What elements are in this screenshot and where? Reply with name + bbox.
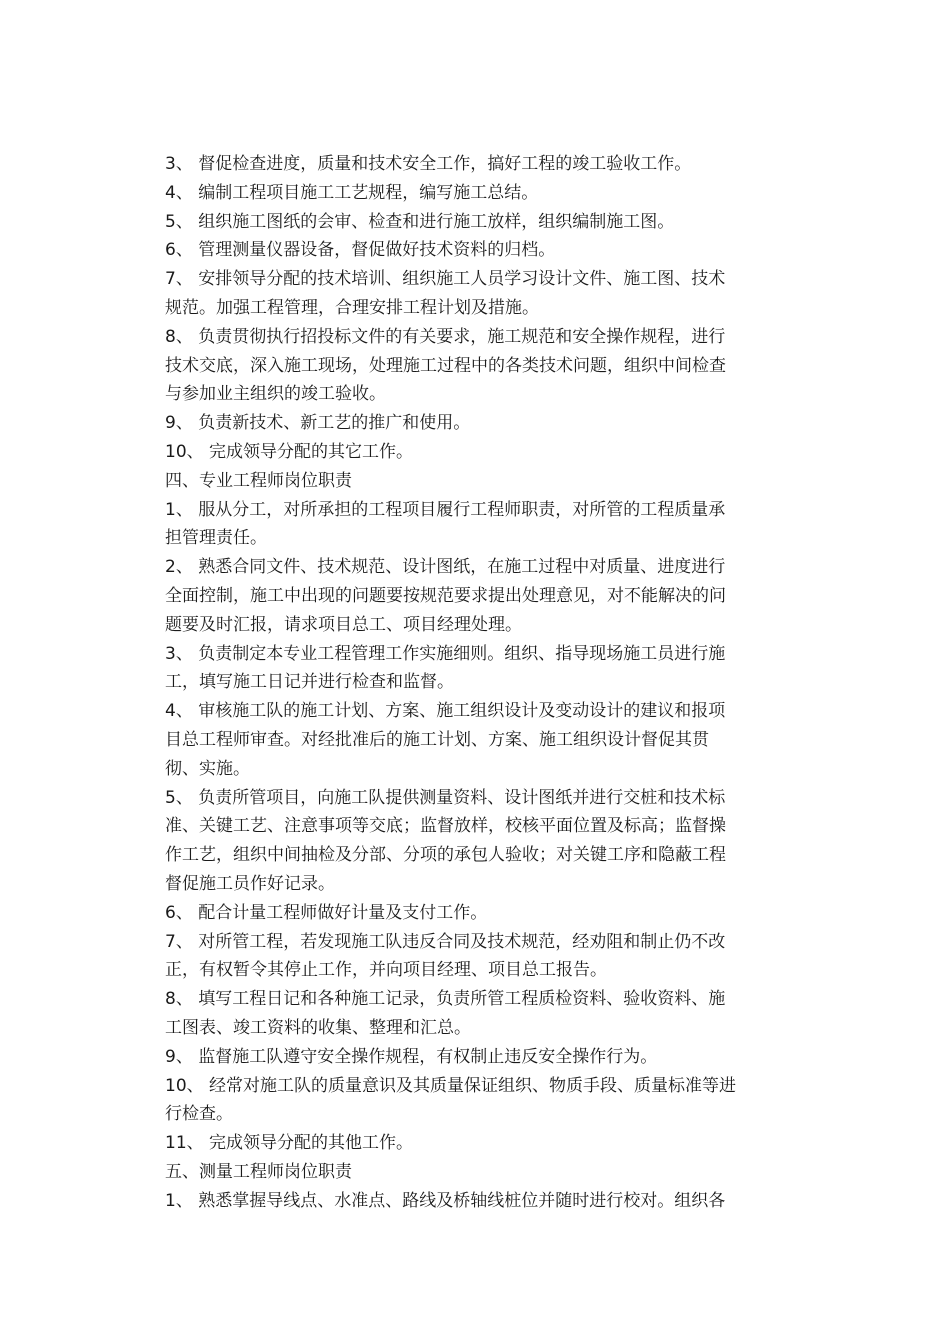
- text-line: 5、 组织施工图纸的会审、检查和进行施工放样，组织编制施工图。: [165, 211, 675, 232]
- text-line: 3、 督促检查进度，质量和技术安全工作，搞好工程的竣工验收工作。: [165, 154, 692, 174]
- section-heading: 四、专业工程师岗位职责: [165, 470, 352, 491]
- text-line: 9、 负责新技术、新工艺的推广和使用。: [165, 413, 471, 434]
- text-line: 2、 熟悉合同文件、技术规范、设计图纸，在施工过程中对质量、进度进行: [165, 557, 726, 578]
- text-line: 5、 负责所管项目，向施工队提供测量资料、设计图纸并进行交桩和技术标: [165, 787, 726, 808]
- text-line: 8、 填写工程日记和各种施工记录，负责所管工程质检资料、验收资料、施: [165, 989, 726, 1010]
- text-line: 担管理责任。: [165, 528, 267, 549]
- text-line: 目总工程师审查。对经批准后的施工计划、方案、施工组织设计督促其贯: [165, 729, 709, 750]
- text-line: 7、 对所管工程，若发现施工队违反合同及技术规范，经劝阻和制止仍不改: [165, 931, 726, 952]
- text-line: 题要及时汇报，请求项目总工、项目经理处理。: [165, 614, 522, 635]
- text-line: 规范。加强工程管理，合理安排工程计划及措施。: [165, 297, 539, 318]
- text-line: 4、 审核施工队的施工计划、方案、施工组织设计及变动设计的建议和报项: [165, 701, 726, 722]
- text-line: 7、 安排领导分配的技术培训、组织施工人员学习设计文件、施工图、技术: [165, 269, 726, 290]
- text-line: 准、关键工艺、注意事项等交底；监督放样，校核平面位置及标高；监督操: [165, 816, 726, 837]
- text-line: 3、 负责制定本专业工程管理工作实施细则。组织、指导现场施工员进行施: [165, 643, 726, 664]
- section-heading: 五、测量工程师岗位职责: [165, 1161, 352, 1182]
- text-line: 全面控制，施工中出现的问题要按规范要求提出处理意见，对不能解决的问: [165, 585, 726, 606]
- document-body: [165, 150, 783, 1215]
- text-line: 4、 编制工程项目施工工艺规程，编写施工总结。: [165, 182, 539, 203]
- text-line: 技术交底，深入施工现场，处理施工过程中的各类技术问题，组织中间检查: [165, 355, 726, 376]
- text-line: 彻、实施。: [165, 758, 250, 779]
- text-line: 6、 管理测量仪器设备，督促做好技术资料的归档。: [165, 240, 556, 261]
- text-line: 1、 服从分工，对所承担的工程项目履行工程师职责，对所管的工程质量承: [165, 499, 726, 520]
- text-line: 6、 配合计量工程师做好计量及支付工作。: [165, 902, 488, 923]
- text-line: 正，有权暂令其停止工作，并向项目经理、项目总工报告。: [165, 960, 607, 981]
- text-line: 行检查。: [165, 1104, 233, 1125]
- text-line: 作工艺，组织中间抽检及分部、分项的承包人验收；对关键工序和隐蔽工程: [165, 845, 726, 866]
- text-line: 工图表、竣工资料的收集、整理和汇总。: [165, 1017, 471, 1038]
- text-line: 8、 负责贯彻执行招投标文件的有关要求，施工规范和安全操作规程，进行: [165, 326, 726, 347]
- text-line: 督促施工员作好记录。: [165, 873, 335, 894]
- text-line: 10、 完成领导分配的其它工作。: [165, 441, 414, 462]
- text-line: 11、 完成领导分配的其他工作。: [165, 1133, 414, 1154]
- text-line: 9、 监督施工队遵守安全操作规程，有权制止违反安全操作行为。: [165, 1046, 658, 1067]
- text-line: 10、 经常对施工队的质量意识及其质量保证组织、物质手段、质量标准等进: [165, 1075, 737, 1096]
- text-line: 与参加业主组织的竣工验收。: [165, 384, 386, 405]
- text-line: 1、 熟悉掌握导线点、水准点、路线及桥轴线桩位并随时进行校对。组织各: [165, 1190, 726, 1211]
- text-line: 工，填写施工日记并进行检查和监督。: [165, 672, 454, 693]
